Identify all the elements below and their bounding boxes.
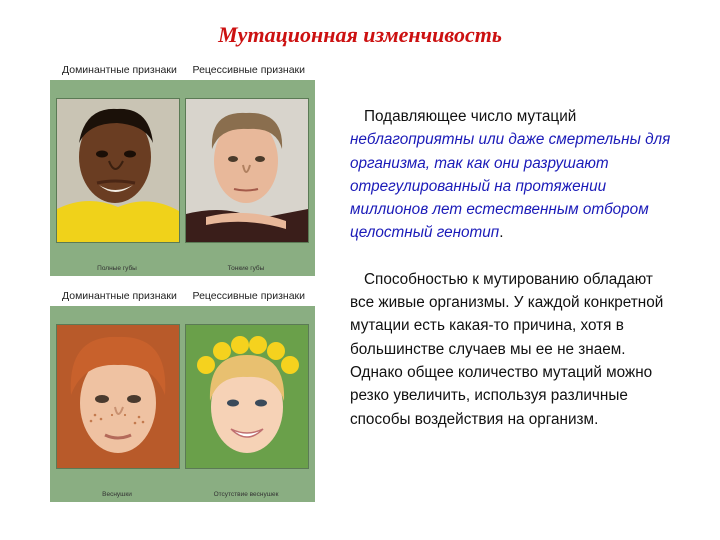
paragraph1-lead: Подавляющее число мутаций — [364, 108, 577, 125]
recessive-label: Рецессивные признаки — [192, 64, 305, 76]
dominant-label: Доминантные признаки — [62, 290, 177, 302]
body-text — [350, 105, 680, 431]
paragraph1-end: . — [499, 224, 504, 242]
photo-no-freckles — [185, 324, 309, 469]
panel-header — [50, 286, 315, 306]
dominant-label: Доминантные признаки — [62, 64, 177, 76]
photo-full-lips — [56, 98, 180, 243]
paragraph1-emphasis: неблагоприятны или даже смертельны для организма, так как они разрушают отрегулированный на протяжении миллионов лет естественным отбором целостный генотип — [350, 131, 671, 242]
caption-no-freckles: Отсутствие веснушек — [213, 491, 279, 498]
lips-trait-panel — [50, 60, 315, 276]
recessive-label: Рецессивные признаки — [192, 290, 305, 302]
photo-thin-lips — [185, 98, 309, 243]
photo-freckles — [56, 324, 180, 469]
caption-thin-lips: Тонкие губы — [227, 265, 265, 272]
panel-body — [50, 306, 315, 502]
paragraph-mutations-harmful — [350, 105, 680, 245]
panel-body — [50, 80, 315, 276]
slide-title: Мутационная изменчивость — [218, 22, 502, 47]
freckles-trait-panel — [50, 286, 315, 502]
panel-header — [50, 60, 315, 80]
caption-full-lips: Полные губы — [97, 265, 137, 272]
paragraph-mutability: Способностью к мутированию обладают все живые организмы. У каждой конкретной мутации есть какая-то причина, хотя в большинстве случаев мы ее не знаем. Однако общее количество мутаций можно резко увеличить, используя различные способы воздействия на организм. — [350, 270, 664, 428]
caption-freckles: Веснушки — [102, 491, 132, 498]
